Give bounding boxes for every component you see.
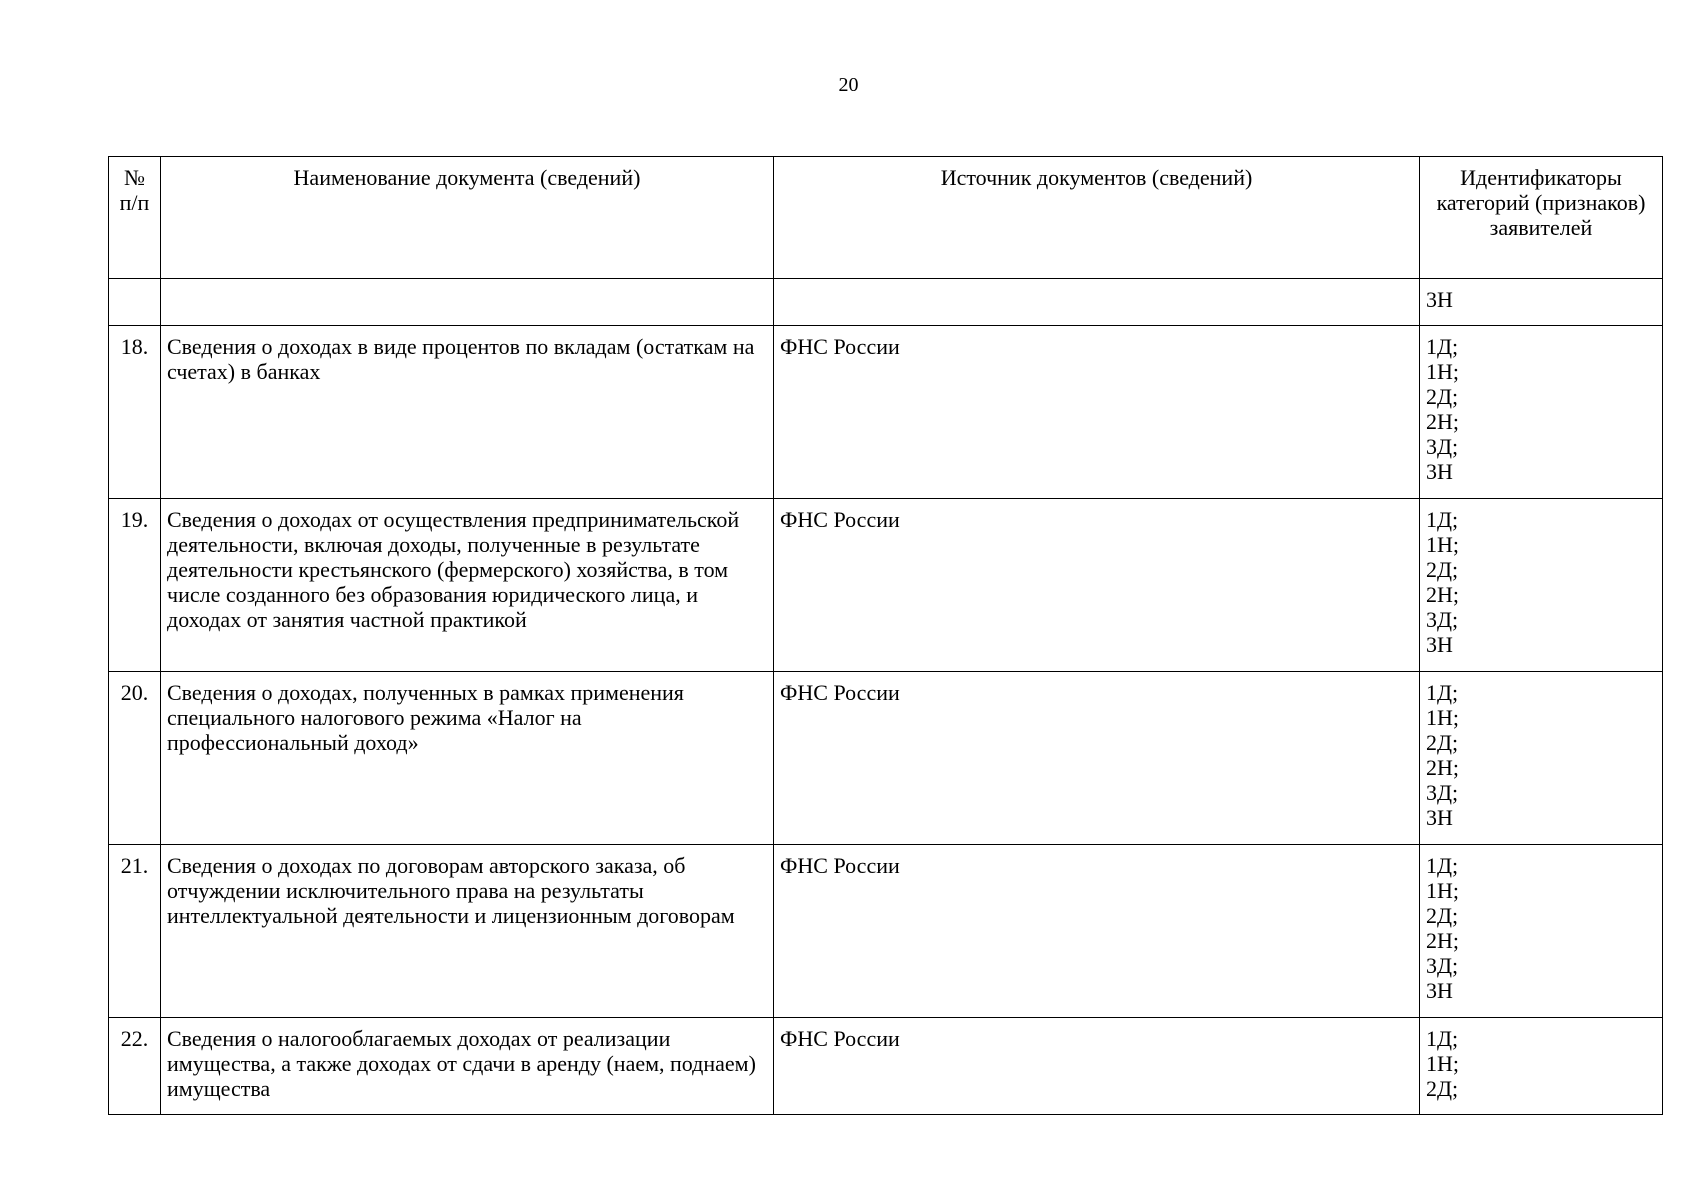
row-document-name: Сведения о налогооблагаемых доходах от реализации имущества, а также доходах от сдачи в аренду (наем, поднаем) имущества bbox=[161, 1018, 774, 1115]
row-num: 20. bbox=[109, 672, 161, 845]
row-source bbox=[774, 279, 1420, 326]
row-document-name: Сведения о доходах, полученных в рамках применения специального налогового режима «Налог на профессиональный доход» bbox=[161, 672, 774, 845]
row-source: ФНС России bbox=[774, 672, 1420, 845]
row-document-name: Сведения о доходах по договорам авторского заказа, об отчуждении исключительного права на результаты интеллектуальной деятельности и лицензионным договорам bbox=[161, 845, 774, 1018]
row-category-ids: 1Д; 1Н; 2Д; 2Н; 3Д; 3Н bbox=[1420, 499, 1663, 672]
table-row bbox=[109, 499, 1663, 672]
table-header-row bbox=[109, 157, 1663, 279]
row-num: 18. bbox=[109, 326, 161, 499]
header-document-name: Наименование документа (сведений) bbox=[161, 157, 774, 279]
table-row bbox=[109, 326, 1663, 499]
row-source: ФНС России bbox=[774, 1018, 1420, 1115]
row-num: 22. bbox=[109, 1018, 161, 1115]
table-row bbox=[109, 1018, 1663, 1115]
row-source: ФНС России bbox=[774, 499, 1420, 672]
page-number: 20 bbox=[838, 74, 859, 96]
row-num bbox=[109, 279, 161, 326]
row-category-ids: 1Д; 1Н; 2Д; 2Н; 3Д; 3Н bbox=[1420, 845, 1663, 1018]
table-row bbox=[109, 845, 1663, 1018]
documents-table bbox=[108, 156, 1663, 1115]
row-category-ids: 1Д; 1Н; 2Д; bbox=[1420, 1018, 1663, 1115]
header-category-ids: Идентификаторы категорий (признаков) заявителей bbox=[1420, 157, 1663, 279]
table-row bbox=[109, 672, 1663, 845]
row-num: 19. bbox=[109, 499, 161, 672]
row-category-ids: 1Д; 1Н; 2Д; 2Н; 3Д; 3Н bbox=[1420, 672, 1663, 845]
header-source: Источник документов (сведений) bbox=[774, 157, 1420, 279]
row-document-name: Сведения о доходах в виде процентов по вкладам (остаткам на счетах) в банках bbox=[161, 326, 774, 499]
row-source: ФНС России bbox=[774, 326, 1420, 499]
row-source: ФНС России bbox=[774, 845, 1420, 1018]
row-category-ids: 3Н bbox=[1420, 279, 1663, 326]
table-row-continuation bbox=[109, 279, 1663, 326]
row-document-name bbox=[161, 279, 774, 326]
row-document-name: Сведения о доходах от осуществления предпринимательской деятельности, включая доходы, полученные в результате деятельности крестьянского (фермерского) хозяйства, в том числе созданного без образования юридического лица, и доходах от занятия частной практикой bbox=[161, 499, 774, 672]
row-category-ids: 1Д; 1Н; 2Д; 2Н; 3Д; 3Н bbox=[1420, 326, 1663, 499]
row-num: 21. bbox=[109, 845, 161, 1018]
header-num: № п/п bbox=[109, 157, 161, 279]
